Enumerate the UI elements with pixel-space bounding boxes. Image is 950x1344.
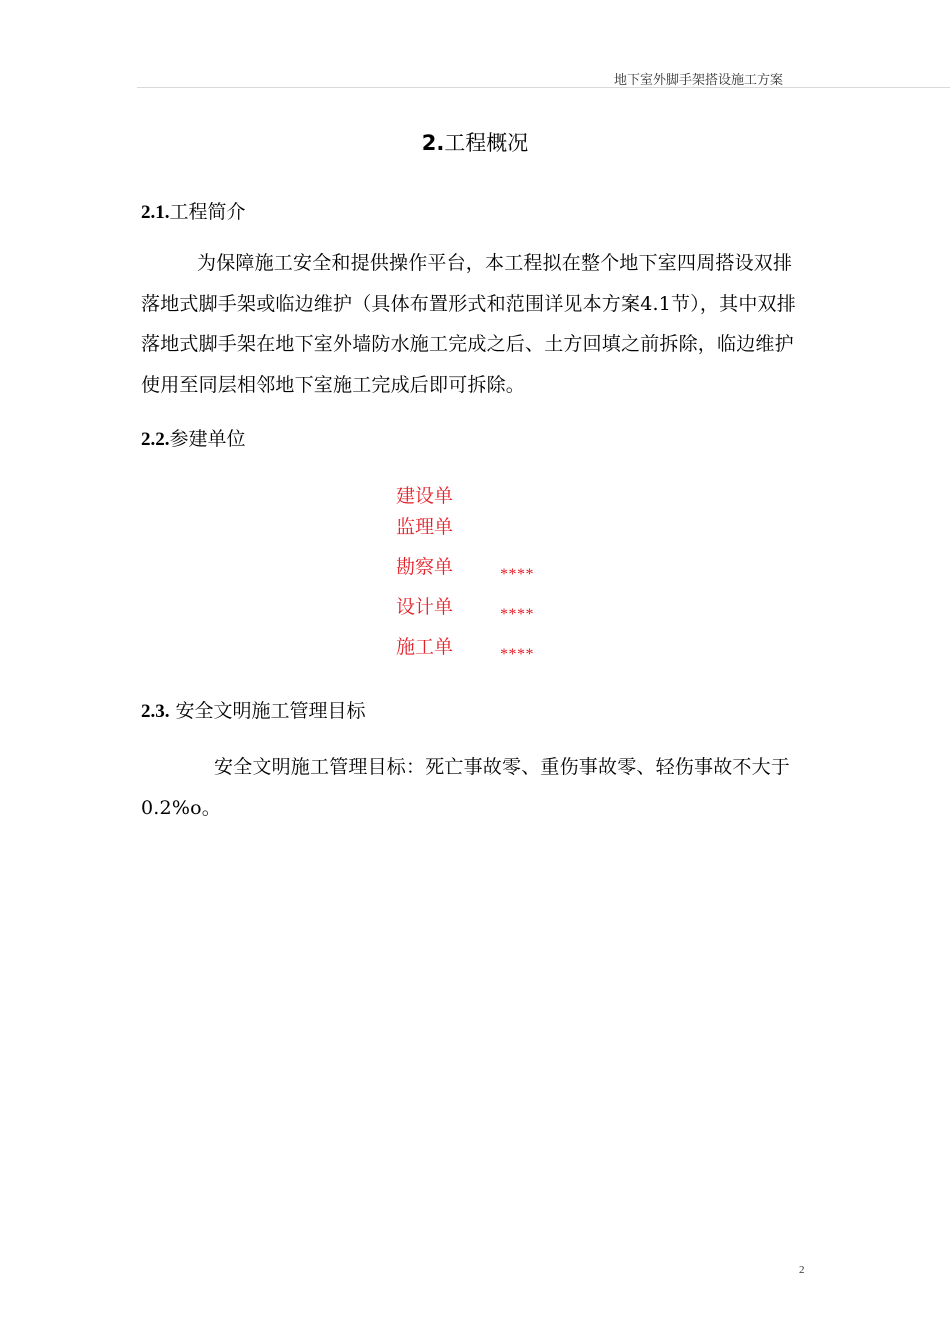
unit-value: ****: [500, 566, 534, 583]
subsection-title: 工程简介: [169, 201, 246, 223]
section-title-text: 工程概况: [444, 131, 529, 155]
unit-label: 施工单: [396, 636, 454, 658]
page-number: 2: [799, 1264, 805, 1276]
subsection-heading-participants: [141, 426, 246, 453]
section-title: [0, 128, 950, 158]
unit-label: 勘察单: [396, 556, 454, 578]
subsection-number: 2.2.: [141, 429, 170, 450]
unit-label: 监理单: [396, 516, 454, 538]
unit-value: ****: [500, 646, 534, 663]
subsection-heading-safety-goals: [141, 698, 366, 725]
subsection-title: 安全文明施工管理目标: [169, 700, 366, 722]
section-number: 2.: [421, 131, 445, 155]
safety-goals-paragraph: 安全文明施工管理目标：死亡事故零、重伤事故零、轻伤事故不大于0.2%o。: [141, 756, 791, 819]
unit-label: 建设单: [396, 485, 454, 507]
subsection-heading-project-intro: [141, 199, 246, 226]
unit-label: 设计单: [396, 596, 454, 618]
running-header: 地下室外脚手架搭设施工方案: [614, 73, 784, 88]
project-intro-paragraph: 为保障施工安全和提供操作平台，本工程拟在整个地下室四周搭设双排落地式脚手架或临边维护（具体布置形式和范围详见本方案4.1节），其中双排落地式脚手架在地下室外墙防水施工完成之后、土方回填之前拆除，临边维护使用至同层相邻地下室施工完成后即可拆除。: [141, 252, 796, 396]
subsection-number: 2.3.: [141, 701, 170, 722]
header-rule: [137, 87, 950, 88]
subsection-title: 参建单位: [169, 428, 246, 450]
unit-value: ****: [500, 606, 534, 623]
subsection-number: 2.1.: [141, 202, 170, 223]
